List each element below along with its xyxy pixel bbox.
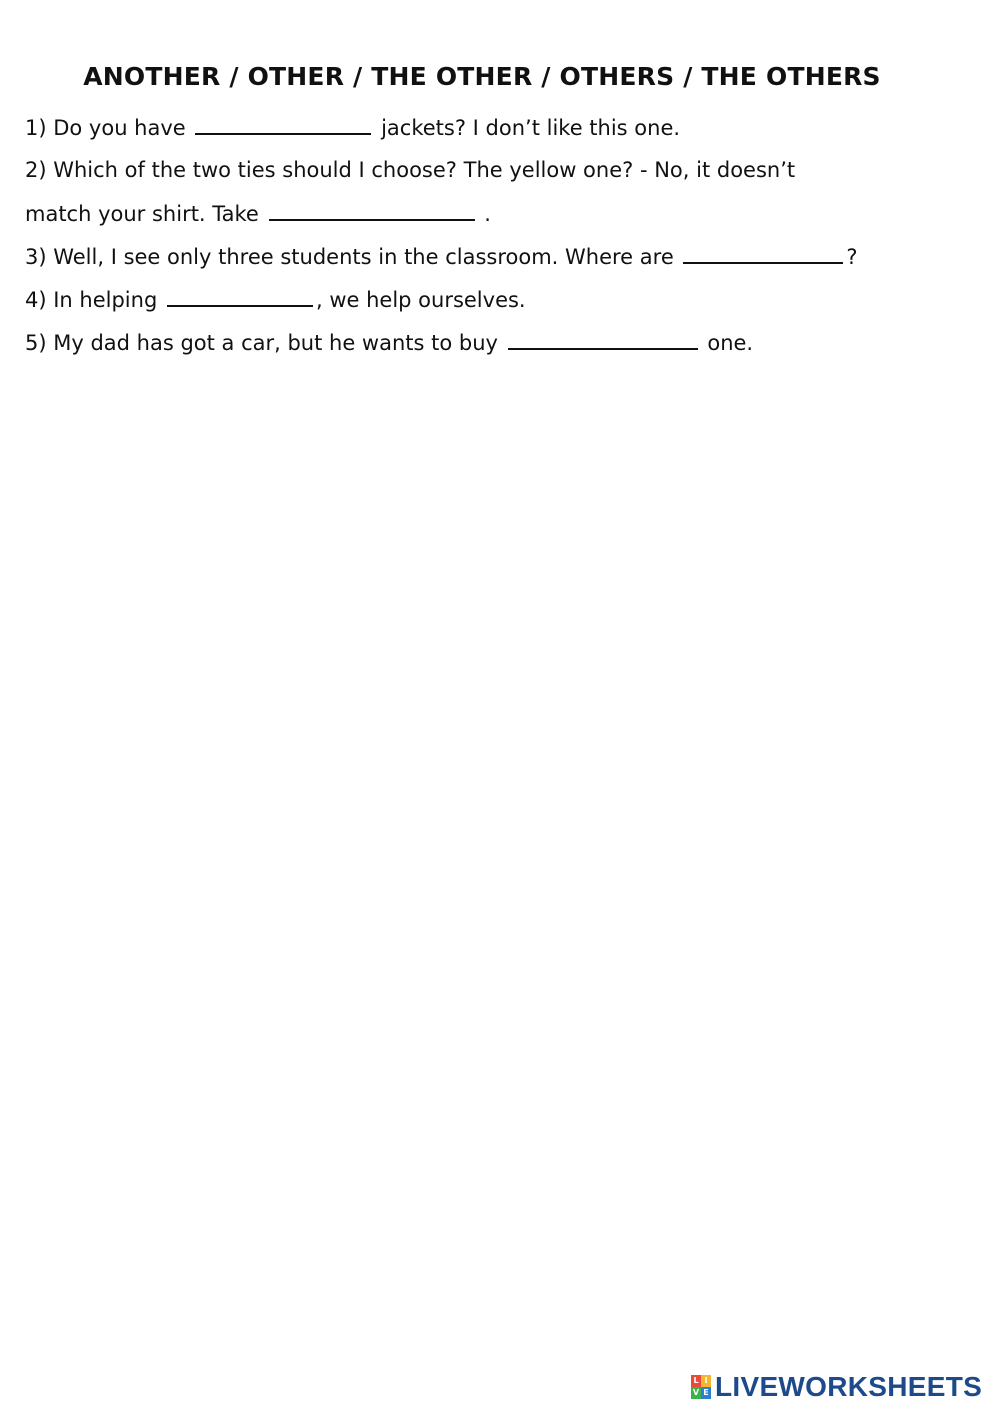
liveworksheets-logo[interactable] (691, 1372, 982, 1402)
question-3-text-before: 3) Well, I see only three students in the classroom. Where are (25, 245, 674, 269)
question-4 (25, 284, 975, 327)
question-4-text-before: 4) In helping (25, 288, 158, 312)
question-4-text-after: , we help ourselves. (315, 288, 526, 312)
question-1-text-after: jackets? I don’t like this one. (381, 116, 681, 140)
question-5-blank[interactable] (508, 327, 698, 350)
question-3-blank[interactable] (683, 241, 843, 264)
logo-icon-l: L (691, 1375, 701, 1387)
question-4-blank[interactable] (167, 284, 313, 307)
question-2-line-1 (25, 155, 975, 198)
question-2-text-after: . (484, 202, 491, 226)
question-3-text-after: ? (846, 245, 858, 269)
logo-icon-i: I (701, 1375, 711, 1387)
question-5-text-before: 5) My dad has got a car, but he wants to buy (25, 331, 498, 355)
questions-list (25, 112, 975, 370)
question-1 (25, 112, 975, 155)
question-2-text-before: match your shirt. Take (25, 202, 259, 226)
question-2-line-2 (25, 198, 975, 241)
question-5 (25, 327, 975, 370)
liveworksheets-logo-icon (691, 1375, 711, 1399)
question-3 (25, 241, 975, 284)
question-5-text-after: one. (707, 331, 754, 355)
worksheet-title: ANOTHER / OTHER / THE OTHER / OTHERS / THE OTHERS (83, 62, 881, 91)
logo-icon-e: E (701, 1387, 711, 1399)
logo-icon-v: V (692, 1388, 700, 1397)
logo-text: LIVEWORKSHEETS (715, 1371, 983, 1402)
question-1-text-before: 1) Do you have (25, 116, 186, 140)
question-1-blank[interactable] (195, 112, 371, 135)
question-2-blank[interactable] (269, 198, 475, 221)
question-2-text: 2) Which of the two ties should I choose? The yellow one? - No, it doesn’t (25, 158, 796, 182)
